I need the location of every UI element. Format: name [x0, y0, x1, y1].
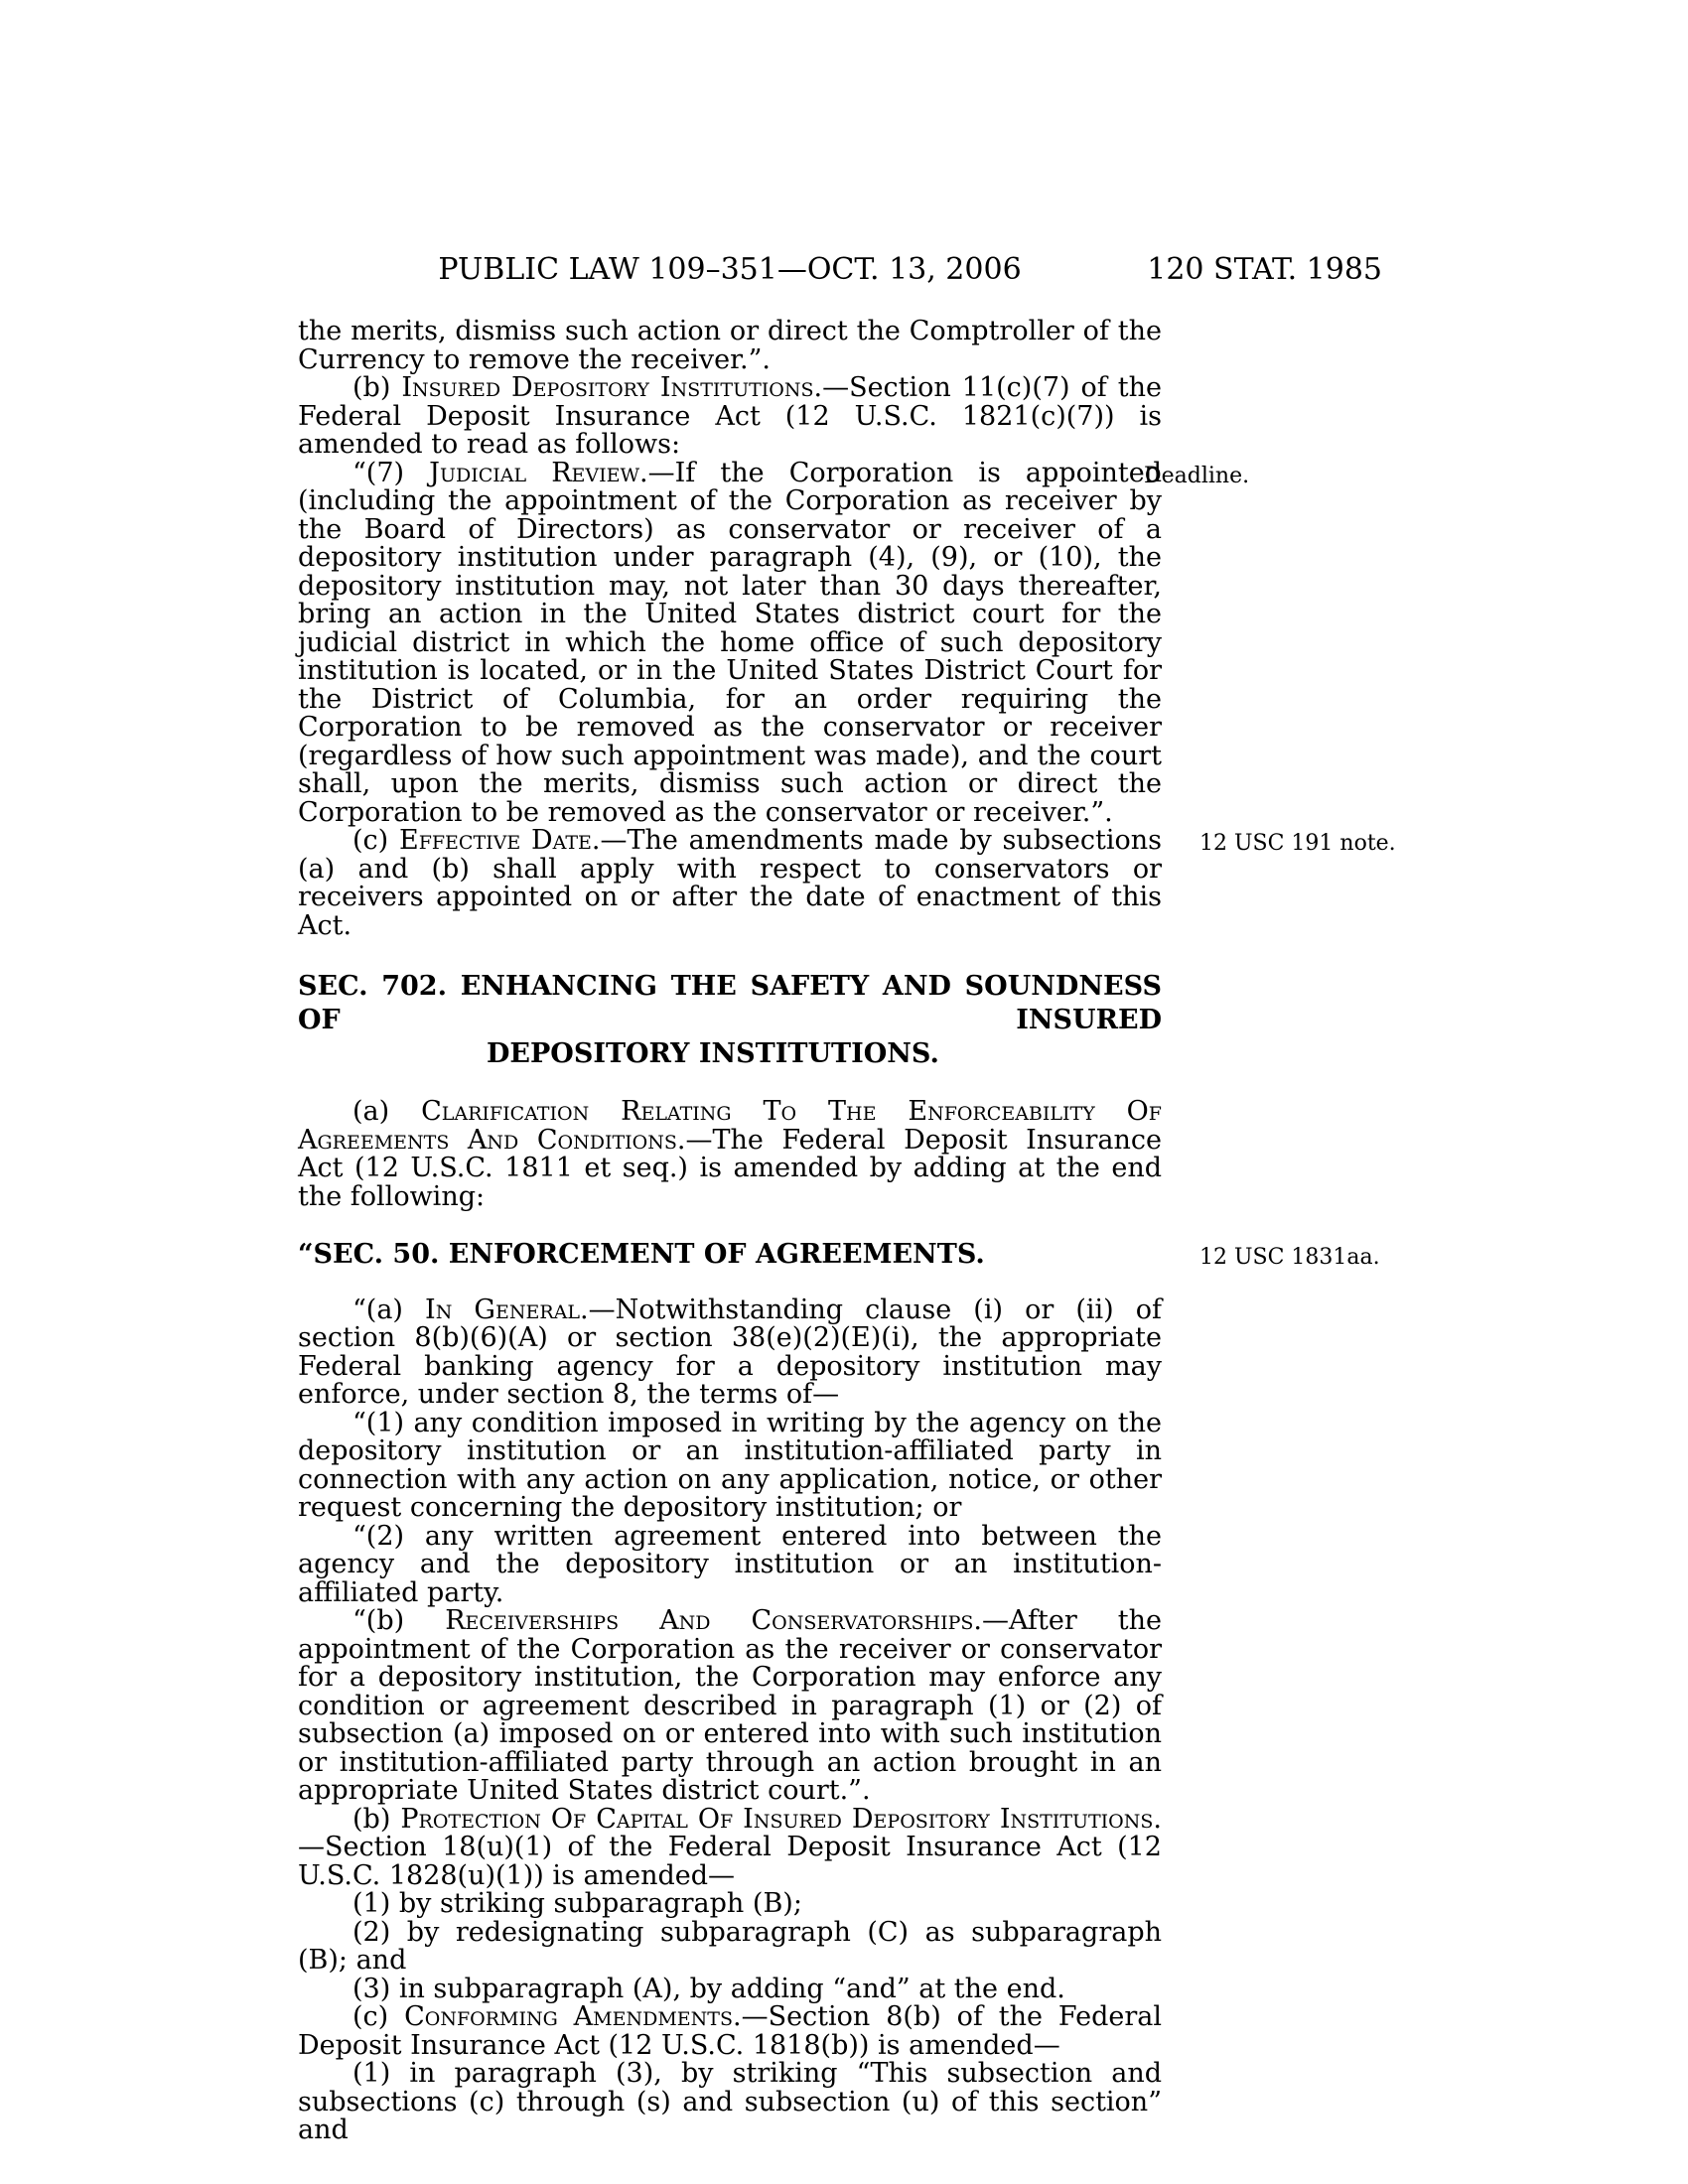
text-run: (b): [352, 372, 402, 403]
small-caps-run: Protection Of Capital Of Insured Depository Institutions: [400, 1803, 1154, 1835]
text-run: .—Notwithstanding clause (i) or (ii) of section 8(b)(6)(A) or section 38(e)(2)(E)(i), the appropriate Federal banking agency for a depository institution may enforce, under section 8, the terms of—: [298, 1294, 1162, 1410]
small-caps-run: Effective Date: [398, 825, 592, 856]
text-run: (c): [352, 825, 399, 856]
text-run: .—The Federal Deposit Insurance Act (12 U.S.C. 1811 et seq.) is amended by adding at the end the following:: [298, 1124, 1162, 1212]
text-run: (b): [352, 1803, 401, 1835]
statute-paragraph: [298, 1607, 1162, 1806]
small-caps-run: Judicial Review: [429, 457, 640, 488]
margin-note: 12 USC 1831aa.: [1199, 1245, 1380, 1270]
small-caps-run: Insured Depository Institutions: [401, 372, 814, 403]
margin-note: 12 USC 191 note.: [1199, 831, 1396, 856]
statute-paragraph: [298, 1803, 1162, 1891]
text-run: (a): [352, 1096, 422, 1127]
text-run: “(a): [352, 1294, 426, 1325]
text-run: (3) in subparagraph (A), by adding “and” at the end.: [352, 1973, 1065, 2004]
text-run: .—Section 18(u)(1) of the Federal Deposit Insurance Act (12 U.S.C. 1828(u)(1)) is amended—: [298, 1803, 1162, 1891]
text-run: the merits, dismiss such action or direct the Comptroller of the Currency to remove the receiver.”.: [298, 316, 1162, 375]
page-header: [298, 252, 1382, 294]
small-caps-run: Clarification Relating To The Enforceability Of Agreements And Conditions: [298, 1096, 1162, 1156]
text-run: “(7): [352, 457, 430, 488]
act-section-heading-text: “SEC. 50. ENFORCEMENT OF AGREEMENTS.: [298, 1239, 985, 1270]
statute-paragraph: [298, 1407, 1162, 1523]
statute-paragraph: [298, 1294, 1162, 1410]
small-caps-run: Conforming Amendments: [404, 2001, 733, 2032]
statute-paragraph: [298, 457, 1250, 828]
statute-page-number: 120 STAT. 1985: [1147, 252, 1382, 287]
small-caps-run: In General: [425, 1294, 580, 1325]
statute-paragraph: [298, 374, 1162, 460]
text-run: “(b): [352, 1605, 446, 1636]
small-caps-run: Receiverships And Conservatorships: [445, 1605, 974, 1636]
text-run: .—After the appointment of the Corporation as the receiver or conservator for a depository institution, the Corporation may enforce any condition or agreement described in paragraph (1) or (2) of subsection (a) imposed on or entered into with such institution or institution-affiliated party through an action brought in an appropriate United States district court.”.: [298, 1605, 1162, 1806]
text-run: (2) by redesignating subparagraph (C) as subparagraph (B); and: [298, 1916, 1162, 1976]
statute-paragraph: [298, 1973, 1162, 2004]
text-run: “(2) any written agreement entered into between the agency and the depository institution or an institution-affiliated party.: [298, 1520, 1162, 1608]
statute-paragraph: [298, 1890, 1162, 1919]
statute-paragraph: [298, 1520, 1162, 1608]
statute-paragraph: [298, 1916, 1162, 1976]
act-section-heading: [298, 1239, 1380, 1270]
statute-paragraph: [298, 1098, 1162, 1211]
section-heading-line-2: DEPOSITORY INSTITUTIONS.: [487, 1038, 939, 1069]
text-run: .—Section 8(b) of the Federal Deposit Insurance Act (12 U.S.C. 1818(b)) is amended—: [298, 2001, 1163, 2061]
margin-note: Deadline.: [1144, 463, 1250, 488]
statute-paragraph: [298, 318, 1162, 374]
text-run: .—The amendments made by subsections (a) and (b) shall apply with respect to conservators or receivers appointed on or after the date of enactment of this Act.: [298, 825, 1162, 941]
text-run: .—Section 11(c)(7) of the Federal Deposit Insurance Act (12 U.S.C. 1821(c)(7)) is amended to read as follows:: [298, 372, 1162, 460]
statute-paragraph: [298, 2060, 1162, 2145]
law-title: PUBLIC LAW 109–351—OCT. 13, 2006: [438, 252, 1022, 287]
content-column: [298, 316, 1396, 2145]
text-run: .—If the Corporation is appointed (including the appointment of the Corporation as receiver by the Board of Directors) as conservator or receiver of a depository institution under paragraph (4), (9), or (10), the depository institution may, not later than 30 days thereafter, bring an action in the United States district court for the judicial district in which the home office of such depository institution is located, or in the United States District Court for the District of Columbia, for an order requiring the Corporation to be removed as the conservator or receiver (regardless of how such appointment was made), and the court shall, upon the merits, dismiss such action or direct the Corporation to be removed as the conservator or receiver.”.: [298, 457, 1162, 828]
statute-paragraph: [298, 2003, 1162, 2060]
text-run: “(1) any condition imposed in writing by the agency on the depository institution or an institution-affiliated party in connection with any action on any application, notice, or other request concerning the depository institution; or: [298, 1407, 1162, 1523]
text-run: (1) in paragraph (3), by striking “This subsection and subsections (c) through (s) and subsection (u) of this section” and: [298, 2058, 1162, 2145]
section-heading: [298, 970, 1162, 1071]
text-run: (c): [352, 2001, 405, 2032]
text-run: (1) by striking subparagraph (B);: [352, 1888, 802, 1919]
section-heading-line-1: SEC. 702. ENHANCING THE SAFETY AND SOUNDNESS OF INSURED: [298, 971, 1162, 1035]
statute-paragraph: [298, 825, 1396, 941]
